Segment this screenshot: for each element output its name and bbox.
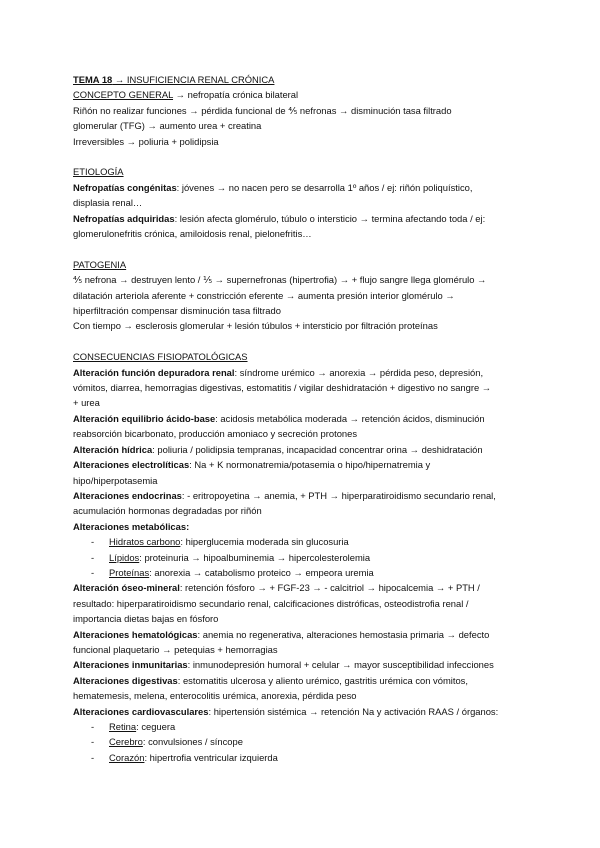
list-item-text: : hipertrofia ventricular izquierda xyxy=(144,751,278,763)
endocrinas-label: Alteraciones endocrinas xyxy=(73,489,182,501)
metabolicas-colon: : xyxy=(186,520,190,532)
inmuno-text: : inmunodepresión humoral + celular → mayor susceptibilidad infecciones xyxy=(187,659,494,671)
inmuno-label: Alteraciones inmunitarias xyxy=(73,659,188,671)
oseo-label: Alteración óseo-mineral xyxy=(73,582,180,594)
depuradora-cont: vómitos, diarrea, hemorragias digestivas, estomatitis / vigilar deshidratación + digestivo no sangre → xyxy=(73,382,492,394)
digest-label: Alteraciones digestivas xyxy=(73,674,178,686)
list-item-text: : proteinuria → hipoalbuminemia → hipercolesterolemia xyxy=(139,551,371,563)
depuradora-text: : síndrome urémico → anorexia → pérdida peso, depresión, xyxy=(234,366,484,378)
digest-line xyxy=(73,673,543,688)
acido-label: Alteración equilibrio ácido-base xyxy=(73,412,216,424)
patogenia-line: dilatación arteriola aferente + constricción eferente → aumenta presión interior glomérulo → xyxy=(73,289,455,301)
cardio-line xyxy=(73,704,543,719)
list-item-label: Hidratos carbono xyxy=(109,536,181,548)
document-title xyxy=(73,72,543,87)
list-dash: - xyxy=(91,566,95,578)
digest-text: : estomatitis ulcerosa y aliento urémico, gastritis urémica con vómitos, xyxy=(177,674,468,686)
list-dash: - xyxy=(91,751,95,763)
patogenia-line: hiperfiltración compensar disminución tasa filtrado xyxy=(73,305,281,317)
list-item xyxy=(73,750,543,765)
electroliticas-line xyxy=(73,457,543,472)
electroliticas-text: : Na + K normonatremia/potasemia o hipo/hipernatremia y xyxy=(189,459,431,471)
list-item xyxy=(73,550,543,565)
depuradora-cont: + urea xyxy=(73,397,100,409)
list-item-label: Lípidos xyxy=(109,551,140,563)
list-item xyxy=(73,734,543,749)
electroliticas-label: Alteraciones electrolíticas xyxy=(73,459,190,471)
list-item xyxy=(73,719,543,734)
consecuencias-heading: CONSECUENCIAS FISIOPATOLÓGICAS xyxy=(73,351,248,363)
oseo-cont: importancia dietas bajas en fósforo xyxy=(73,613,219,625)
list-item-text: : convulsiones / síncope xyxy=(142,736,243,748)
adquiridas-label: Nefropatías adquiridas xyxy=(73,212,175,224)
congenitas-text: : jóvenes → no nacen pero se desarrolla 1º años / ej: riñón poliquístico, xyxy=(176,181,473,193)
title-prefix: TEMA 18 xyxy=(73,74,113,85)
oseo-text: : retención fósforo → + FGF-23 → - calcitriol → hipocalcemia → + PTH / xyxy=(179,582,480,594)
list-item-text: : ceguera xyxy=(136,721,176,733)
congenitas-label: Nefropatías congénitas xyxy=(73,181,177,193)
adquiridas-cont: glomerulonefritis crónica, amiloidosis renal, pielonefritis… xyxy=(73,228,312,240)
endocrinas-line xyxy=(73,488,543,503)
endocrinas-cont: acumulación hormonas degradadas por riñón xyxy=(73,505,262,517)
metabolicas-label: Alteraciones metabólicas xyxy=(73,520,187,532)
oseo-line xyxy=(73,580,543,595)
patogenia-heading: PATOGENIA xyxy=(73,258,127,270)
depuradora-label: Alteración función depuradora renal xyxy=(73,366,235,378)
list-item-text: : anorexia → catabolismo proteico → empeora uremia xyxy=(149,566,374,578)
oseo-cont: resultado: hiperparatiroidismo secundario renal, calcificaciones distróficas, osteodistrofia renal / xyxy=(73,597,469,609)
patogenia-line: ⅘ nefrona → destruyen lento / ⅕ → supernefronas (hipertrofia) → + flujo sangre llega glomérulo → xyxy=(73,274,487,286)
list-item xyxy=(73,534,543,549)
cardio-label: Alteraciones cardiovasculares xyxy=(73,705,209,717)
patogenia-line: Con tiempo → esclerosis glomerular + lesión túbulos + intersticio por filtración proteínas xyxy=(73,320,438,332)
concepto-heading-line xyxy=(73,87,543,102)
electroliticas-cont: hipo/hiperpotasemia xyxy=(73,474,158,486)
cardio-text: : hipertensión sistémica → retención Na y activación RAAS / órganos: xyxy=(208,705,499,717)
list-item xyxy=(73,565,543,580)
list-item-text: : hiperglucemia moderada sin glucosuria xyxy=(180,536,349,548)
list-item-label: Retina xyxy=(109,721,137,733)
list-dash: - xyxy=(91,736,95,748)
document-page xyxy=(73,72,543,765)
list-dash: - xyxy=(91,551,95,563)
concepto-line: Riñón no realizar funciones → pérdida funcional de ⅘ nefronas → disminución tasa filtrado xyxy=(73,104,452,116)
hemato-line xyxy=(73,627,543,642)
congenitas-line xyxy=(73,180,543,195)
depuradora-line xyxy=(73,365,543,380)
hidrica-label: Alteración hídrica xyxy=(73,443,153,455)
digest-cont: hematemesis, melena, enterocolitis urémica, anorexia, pérdida peso xyxy=(73,690,357,702)
acido-text: : acidosis metabólica moderada → retención ácidos, disminución xyxy=(215,412,485,424)
concepto-heading: CONCEPTO GENERAL xyxy=(73,89,174,101)
hidrica-line xyxy=(73,442,543,457)
acido-line xyxy=(73,411,543,426)
hidrica-text: : poliuria / polidipsia tempranas, incapacidad concentrar orina → deshidratación xyxy=(152,443,483,455)
adquiridas-line xyxy=(73,211,543,226)
list-item-label: Proteínas xyxy=(109,566,150,578)
congenitas-cont: displasia renal… xyxy=(73,197,143,209)
list-item-label: Cerebro xyxy=(109,736,143,748)
hemato-label: Alteraciones hematológicas xyxy=(73,628,198,640)
title-text: → INSUFICIENCIA RENAL CRÓNICA xyxy=(112,74,275,85)
hemato-text: : anemia no regenerativa, alteraciones hemostasia primaria → defecto xyxy=(197,628,490,640)
concepto-line: Irreversibles → poliuria + polidipsia xyxy=(73,135,219,147)
etiologia-heading: ETIOLOGÍA xyxy=(73,166,124,178)
metabolicas-line xyxy=(73,519,543,534)
hemato-cont: funcional plaquetario → petequias + hemorragias xyxy=(73,643,278,655)
concepto-line: glomerular (TFG) → aumento urea + creatina xyxy=(73,120,262,132)
list-item-label: Corazón xyxy=(109,751,145,763)
list-dash: - xyxy=(91,536,95,548)
adquiridas-text: : lesión afecta glomérulo, túbulo o intersticio → termina afectando toda / ej: xyxy=(174,212,486,224)
list-dash: - xyxy=(91,721,95,733)
endocrinas-text: : - eritropoyetina → anemia, + PTH → hiperparatiroidismo secundario renal, xyxy=(181,489,496,501)
inmuno-line xyxy=(73,657,543,672)
acido-cont: reabsorción bicarbonato, producción amoniaco y secreción protones xyxy=(73,428,358,440)
concepto-heading-rest: → nefropatía crónica bilateral xyxy=(173,89,299,101)
